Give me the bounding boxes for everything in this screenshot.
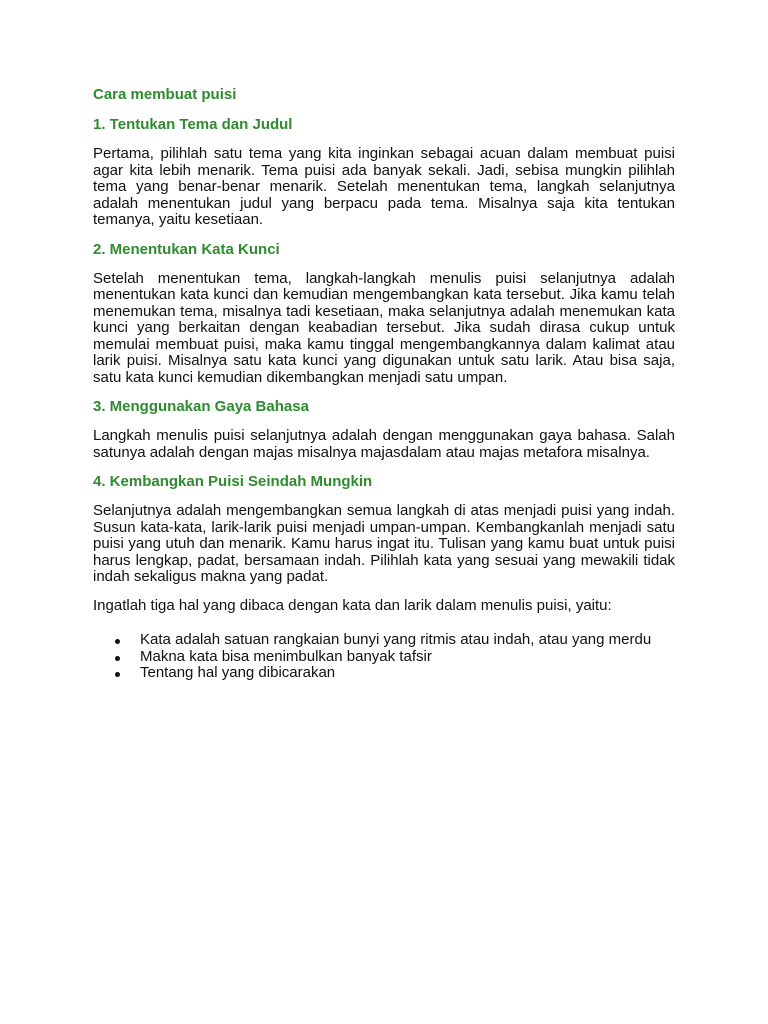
section-heading-4: 4. Kembangkan Puisi Seindah Mungkin [93, 473, 373, 490]
list-item-text: Makna kata bisa menimbulkan banyak tafsir [140, 647, 432, 665]
section-paragraph-2: Setelah menentukan tema, langkah-langkah menulis puisi selanjutnya adalah menentukan kata kunci dan kemudian mengembangkan kata tersebut. Jika kamu telah menemukan tema, misalnya tadi kesetiaan, maka selanjutnya adalah menemukan kata kunci yang berkaitan dengan keabadian tersebut. Jika sudah dirasa cukup untuk memulai membuat puisi, maka kamu tinggal mengembangkannya dalam kalimat atau larik puisi. Misalnya satu kata kunci yang digunakan untuk satu larik. Atau bisa saja, satu kata kunci kemudian dikembangkan menjadi satu umpan. [93, 269, 675, 386]
bullet-list [93, 632, 675, 682]
list-item-text: Kata adalah satuan rangkaian bunyi yang ritmis atau indah, atau yang merdu [140, 631, 652, 648]
section-heading-3: 3. Menggunakan Gaya Bahasa [93, 398, 309, 415]
section-heading-2: 2. Menentukan Kata Kunci [93, 240, 280, 258]
section-paragraph-4: Selanjutnya adalah mengembangkan semua langkah di atas menjadi puisi yang indah. Susun kata-kata, larik-larik puisi menjadi umpan-umpan. Kembangkanlah menjadi satu puisi yang utuh dan menarik. Kamu harus ingat itu. Tulisan yang kamu buat untuk puisi harus lengkap, padat, bersamaan indah. Pilihlah kata yang sesuai yang mewakili tidak indah sekaligus makna yang padat. [93, 502, 675, 585]
list-item [93, 649, 675, 666]
section-heading-1: 1. Tentukan Tema dan Judul [93, 116, 293, 133]
bullet-dot-icon [115, 656, 120, 661]
document-page [93, 86, 675, 682]
closing-paragraph: Ingatlah tiga hal yang dibaca dengan kata dan larik dalam menulis puisi, yaitu: [93, 596, 612, 614]
list-item-text: Tentang hal yang dibicarakan [140, 664, 336, 681]
section-paragraph-3: Langkah menulis puisi selanjutnya adalah dengan menggunakan gaya bahasa. Salah satunya adalah dengan majas misalnya majasdalam atau majas metafora misalnya. [93, 427, 675, 461]
document-title: Cara membuat puisi [93, 86, 237, 103]
bullet-dot-icon [115, 639, 120, 644]
list-item [93, 665, 675, 682]
list-item [93, 632, 675, 649]
bullet-dot-icon [115, 672, 120, 677]
section-paragraph-1: Pertama, pilihlah satu tema yang kita inginkan sebagai acuan dalam membuat puisi agar kita lebih menarik. Tema puisi ada banyak sekali. Jadi, sebisa mungkin pilihlah tema yang benar-benar menarik. Setelah menentukan tema, langkah selanjutnya adalah menentukan judul yang berpacu pada tema. Misalnya saja kita tentukan temanya, yaitu kesetiaan. [93, 145, 675, 228]
